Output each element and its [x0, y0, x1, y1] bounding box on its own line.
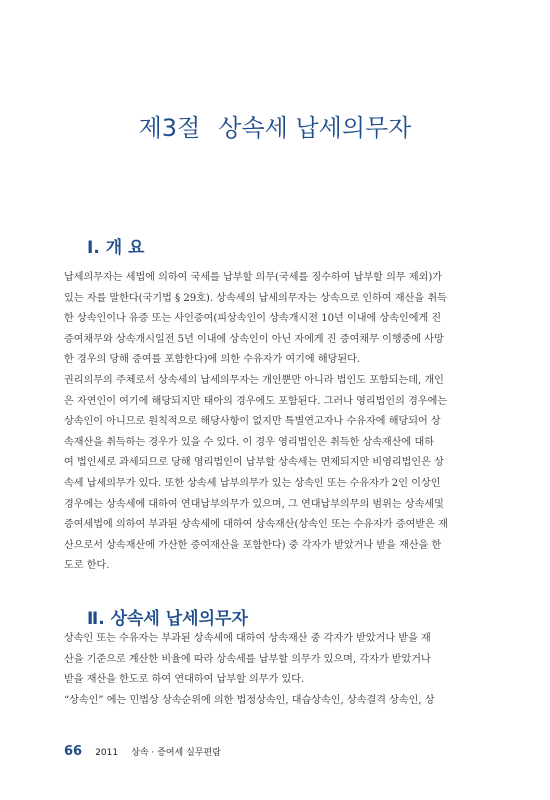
text-line: 여 법인세로 과세되므로 당해 영리법인이 납부할 상속세는 면제되지만 비영리법인은 상: [64, 457, 444, 469]
text-line: 있는 자를 말한다(국기법 § 29호). 상속세의 납세의무자는 상속으로 인하여 재산을 취득: [64, 292, 447, 304]
text-line: 경우에는 상속세에 대하여 연대납부의무가 있으며, 그 연대납부의무의 범위는 상속세및: [64, 498, 444, 510]
section-heading-taxpayer: Ⅱ. 상속세 납세의무자: [87, 609, 248, 630]
overview-paragraph: [64, 268, 486, 577]
text-line: 은 자연인이 여기에 해당되지만 태아의 경우에도 포함된다. 그러나 영리법인의 경우에는: [64, 395, 448, 407]
text-line: 상속인이 아니므로 원칙적으로 해당사항이 없지만 특별연고자나 수유자에 해당되어 상: [64, 416, 441, 428]
chapter-title-text: 상속세 납세의무자: [218, 114, 412, 143]
text-line: 한 경우의 당해 증여를 포함한다)에 의한 수유자가 여기에 해당된다.: [64, 354, 361, 366]
text-line: 산으로서 상속재산에 가산한 증여재산을 포함한다) 중 각자가 받았거나 받을 재산을 한: [64, 539, 442, 551]
footer-year: 2011: [95, 748, 119, 758]
text-line: 속재산을 취득하는 경우가 있을 수 있다. 이 경우 영리법인은 취득한 상속재산에 대하: [64, 436, 435, 448]
taxpayer-paragraph: [64, 629, 486, 711]
page-footer: [64, 740, 221, 759]
section-heading-overview: Ⅰ. 개 요: [87, 238, 145, 259]
text-line: 권리의무의 주체로서 상속세의 납세의무자는 개인뿐만 아니라 법인도 포함되는데, 개인: [64, 374, 444, 386]
chapter-title: [0, 108, 550, 143]
text-line: 한 상속인이나 유증 또는 사인증여(피상속인이 상속개시전 10년 이내에 상속인에게 진: [64, 313, 442, 325]
chapter-number: 제3절: [138, 114, 201, 143]
text-line: 상속인 또는 수유자는 부과된 상속세에 대하여 상속재산 중 각자가 받았거나 받을 재: [64, 633, 431, 644]
text-line: 산을 기준으로 계산한 비율에 따라 상속세를 납부할 의무가 있으며, 각자가 받았거나: [64, 653, 431, 665]
text-line: 받을 재산을 한도로 하여 연대하여 납부할 의무가 있다.: [64, 674, 305, 686]
text-line: 도로 한다.: [64, 560, 110, 572]
text-line: 증여세법에 의하여 부과된 상속세에 대하여 상속재산(상속인 또는 수유자가 증여받은 재: [64, 519, 448, 531]
text-line: 납세의무자는 세법에 의하여 국세를 납부할 의무(국세를 징수하여 납부할 의무 제외)가: [64, 272, 443, 283]
footer-book-title: 상속 · 증여세 실무편람: [131, 748, 221, 758]
text-line: “상속인” 에는 민법상 상속순위에 의한 법정상속인, 대습상속인, 상속결격 상속인, 상: [64, 694, 435, 706]
text-line: 속세 납세의무가 있다. 또한 상속세 납부의무가 있는 상속인 또는 수유자가 2인 이상인: [64, 477, 441, 489]
text-line: 증여채무와 상속개시일전 5년 이내에 상속인이 아닌 자에게 진 증여채무 이행중에 사망: [64, 333, 444, 345]
page-number: 66: [64, 744, 83, 759]
